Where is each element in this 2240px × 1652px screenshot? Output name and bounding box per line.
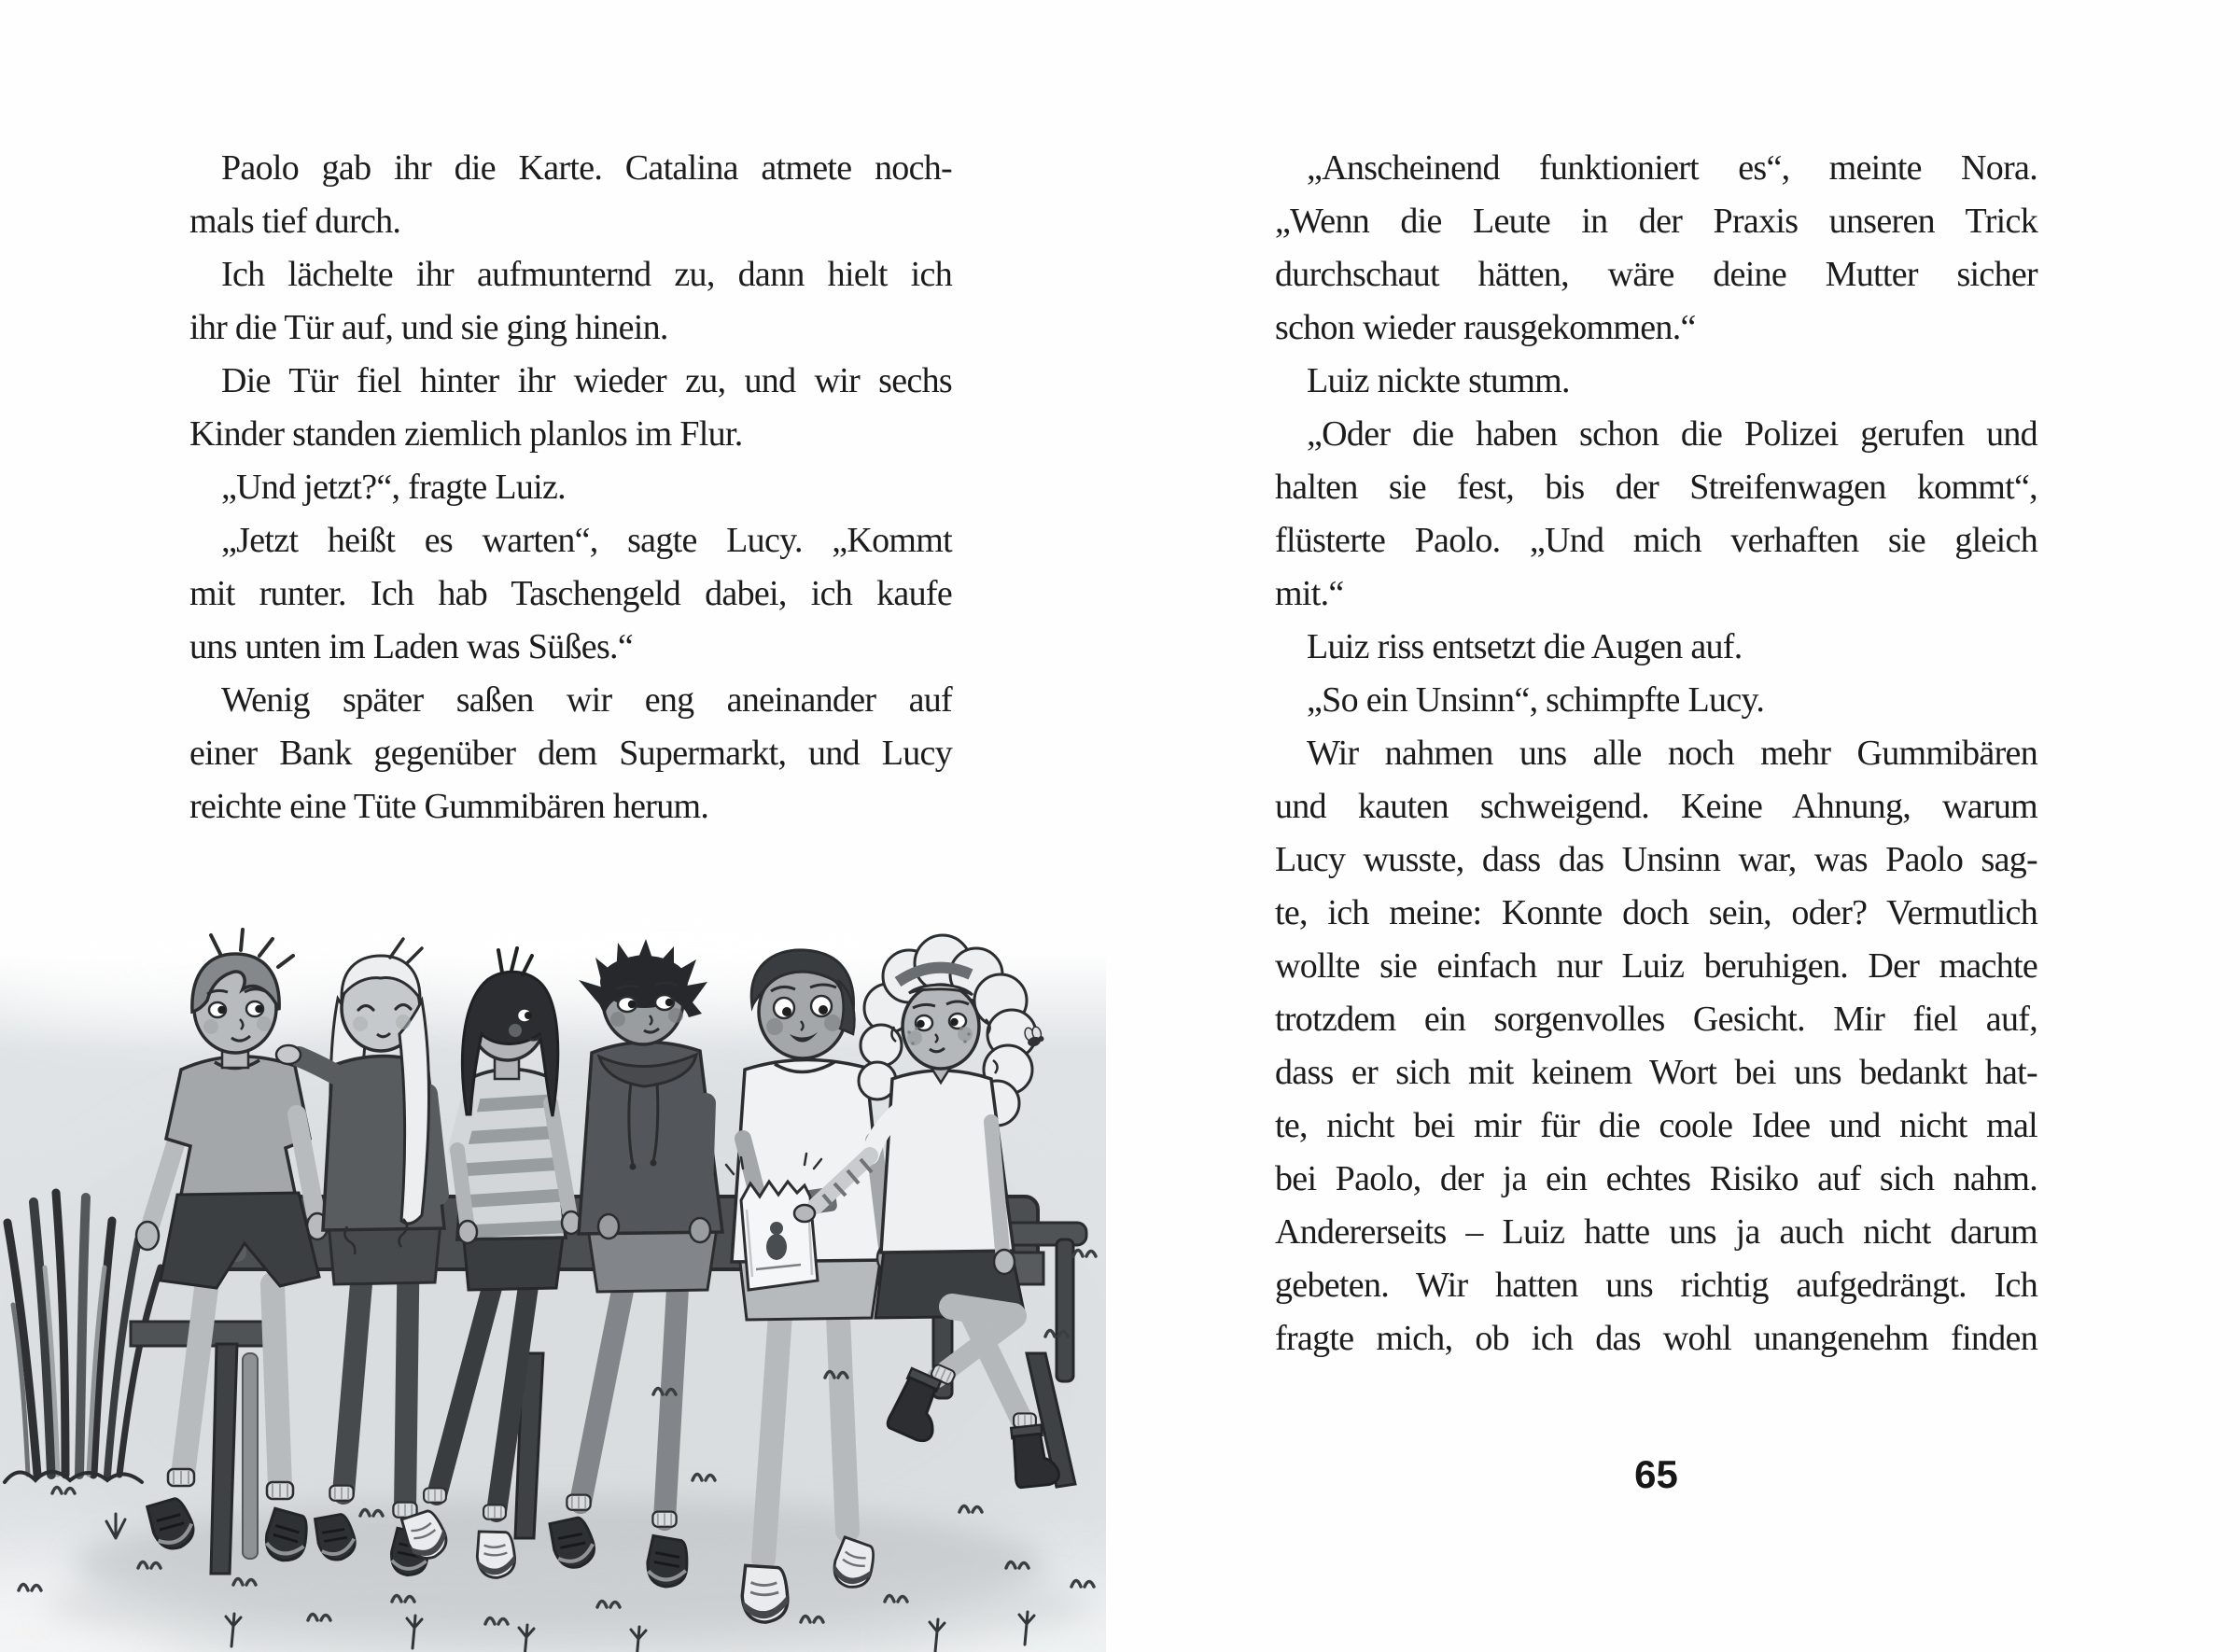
text-line: trotzdem ein sorgenvolles Gesicht. Mir fiel auf, (1275, 1000, 2037, 1039)
text-line: „Und jetzt?“, fragte Luiz. (221, 468, 566, 507)
text-line: „So ein Unsinn“, schimpfte Lucy. (1307, 680, 1765, 720)
text-line: „Wenn die Leute in der Praxis unseren Trick (1275, 202, 2037, 241)
text-line: mals tief durch. (189, 202, 401, 241)
text-line: und kauten schweigend. Keine Ahnung, warum (1275, 787, 2037, 826)
text-line: ihr die Tür auf, und sie ging hinein. (189, 308, 668, 347)
text-line: flüsterte Paolo. „Und mich verhaften sie gleich (1275, 521, 2037, 560)
page-number: 65 (1634, 1452, 1678, 1496)
text-line: dass er sich mit keinem Wort bei uns bedankt hat- (1275, 1053, 2037, 1092)
text-line: Luiz riss entsetzt die Augen auf. (1307, 627, 1743, 666)
text-line: te, nicht bei mir für die coole Idee und nicht mal (1275, 1106, 2037, 1145)
text-line: mit runter. Ich hab Taschengeld dabei, ich kaufe (189, 574, 952, 613)
text-line: mit.“ (1275, 574, 1344, 613)
text-line: „Anscheinend funktioniert es“, meinte Nora. (1307, 148, 2037, 188)
text-line: Kinder standen ziemlich planlos im Flur. (189, 414, 743, 454)
text-line: Lucy wusste, dass das Unsinn war, was Paolo sag- (1275, 840, 2037, 879)
text-line: uns unten im Laden was Süßes.“ (189, 627, 634, 666)
text-line: Wenig später saßen wir eng aneinander auf (221, 680, 952, 720)
text-line: Andererseits – Luiz hatte uns ja auch nicht darum (1275, 1212, 2037, 1252)
bench-illustration (0, 915, 1106, 1652)
text-line: reichte eine Tüte Gummibären herum. (189, 787, 709, 826)
text-line: „Oder die haben schon die Polizei gerufen und (1307, 414, 2037, 454)
text-line: te, ich meine: Konnte doch sein, oder? Vermutlich (1275, 893, 2037, 932)
text-line: schon wieder rausgekommen.“ (1275, 308, 1696, 347)
text-line: Ich lächelte ihr aufmunternd zu, dann hielt ich (221, 255, 952, 294)
text-line: Luiz nickte stumm. (1307, 361, 1570, 400)
text-line: fragte mich, ob ich das wohl unangenehm finden (1275, 1319, 2037, 1358)
text-line: gebeten. Wir hatten uns richtig aufgedrängt. Ich (1275, 1266, 2037, 1305)
text-line: halten sie fest, bis der Streifenwagen kommt“, (1275, 468, 2037, 507)
text-line: bei Paolo, der ja ein echtes Risiko auf sich nahm. (1275, 1159, 2037, 1198)
text-line: durchschaut hätten, wäre deine Mutter sicher (1275, 255, 2037, 294)
right-text-column (1275, 142, 2037, 1365)
text-line: Paolo gab ihr die Karte. Catalina atmete noch- (221, 148, 952, 188)
text-line: „Jetzt heißt es warten“, sagte Lucy. „Kommt (221, 521, 952, 560)
text-line: einer Bank gegenüber dem Supermarkt, und Lucy (189, 734, 952, 773)
left-text-column (189, 142, 952, 833)
text-line: Wir nahmen uns alle noch mehr Gummibären (1307, 734, 2037, 773)
text-line: Die Tür fiel hinter ihr wieder zu, und wir sechs (221, 361, 952, 400)
illustration-svg (0, 915, 1106, 1652)
text-line: wollte sie einfach nur Luiz beruhigen. Der machte (1275, 946, 2037, 986)
